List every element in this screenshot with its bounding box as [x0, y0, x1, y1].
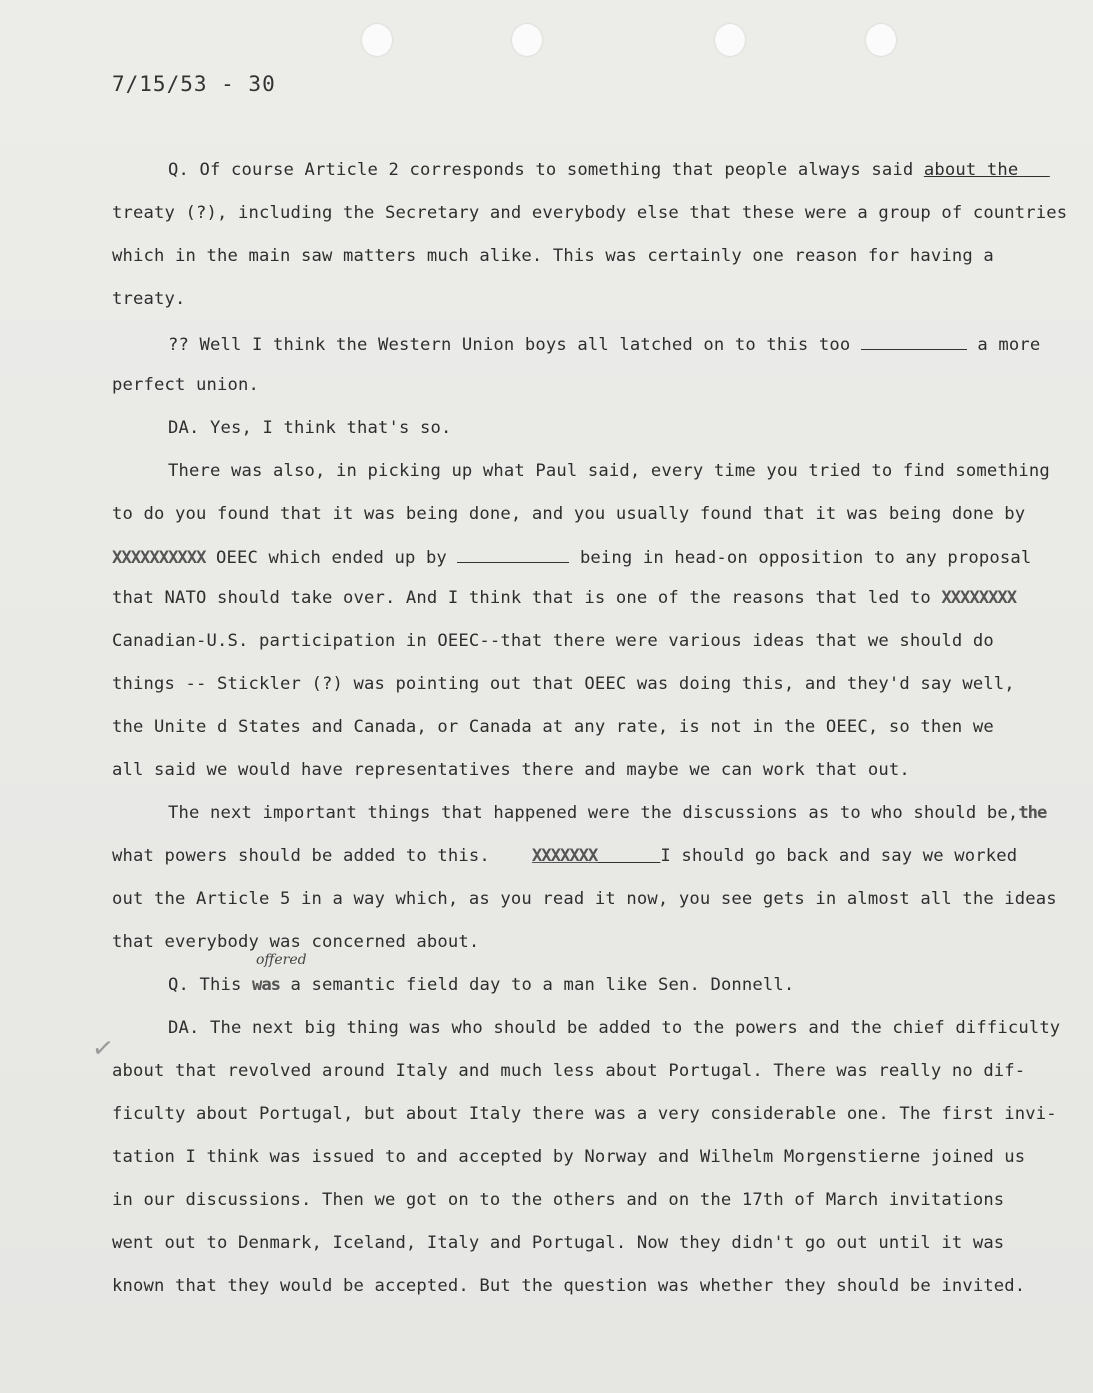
punch-hole	[866, 24, 896, 56]
struck-text: was	[251, 975, 281, 995]
text-line: went out to Denmark, Iceland, Italy and Portugal. Now they didn't go out until it was	[112, 1233, 1005, 1253]
text-line: the Unite d States and Canada, or Canada at any rate, is not in the OEEC, so then we	[112, 717, 994, 737]
text-line: treaty (?), including the Secretary and everybody else that these were a group of countries	[112, 203, 1068, 223]
text-line: XXXXXXXXXX OEEC which ended up by being in head-on opposition to any proposal	[112, 545, 1031, 568]
text-line: ?? Well I think the Western Union boys all latched on to this too a more	[168, 332, 1040, 355]
text-line: to do you found that it was being done, and you usually found that it was being done by	[112, 504, 1026, 524]
punch-hole	[512, 24, 542, 56]
text-line: perfect union.	[112, 375, 259, 395]
text-line: Q. This was a semantic field day to a man like Sen. Donnell.	[168, 975, 795, 995]
punch-hole	[362, 24, 392, 56]
text-line: known that they would be accepted. But the question was whether they should be invited.	[112, 1276, 1026, 1296]
blank-line	[457, 545, 569, 563]
text-line: ficulty about Portugal, but about Italy there was a very considerable one. The first invi-	[112, 1104, 1057, 1124]
text-line: things -- Stickler (?) was pointing out that OEEC was doing this, and they'd say well,	[112, 674, 1015, 694]
text-line: that NATO should take over. And I think that is one of the reasons that led to XXXXXXXX	[112, 588, 1017, 608]
text-line: DA. The next big thing was who should be added to the powers and the chief difficulty	[168, 1018, 1061, 1038]
text-line: Q. Of course Article 2 corresponds to something that people always said about the	[168, 160, 1019, 180]
text-line: in our discussions. Then we got on to the others and on the 17th of March invitations	[112, 1190, 1005, 1210]
text-line: what powers should be added to this. XXXXXXX I should go back and say we worked	[112, 846, 1018, 866]
text-line: Canadian-U.S. participation in OEEC--that there were various ideas that we should do	[112, 631, 994, 651]
text-line: which in the main saw matters much alike. This was certainly one reason for having a	[112, 246, 994, 266]
text-line: about that revolved around Italy and much less about Portugal. There was really no dif-	[112, 1061, 1026, 1081]
struck-text: the	[1018, 803, 1047, 823]
page-reference: 7/15/53 - 30	[112, 72, 276, 96]
text-line: DA. Yes, I think that's so.	[168, 418, 452, 438]
text-line: out the Article 5 in a way which, as you read it now, you see gets in almost all the ideas	[112, 889, 1057, 909]
struck-text: XXXXXXXXXX	[112, 548, 206, 569]
struck-text: XXXXXXX	[531, 846, 598, 866]
struck-text: XXXXXXXX	[941, 588, 1017, 608]
punch-hole	[715, 24, 745, 56]
handwritten-insertion: offered	[256, 952, 307, 968]
text-line: The next important things that happened were the discussions as to who should be,the	[168, 803, 1047, 823]
text-line: There was also, in picking up what Paul said, every time you tried to find something	[168, 461, 1050, 481]
text-line: treaty.	[112, 289, 186, 309]
text-line: tation I think was issued to and accepted by Norway and Wilhelm Morgenstierne joined us	[112, 1147, 1026, 1167]
text-line: all said we would have representatives there and maybe we can work that out.	[112, 760, 910, 780]
blank-line	[861, 332, 967, 350]
check-mark-icon: ✓	[90, 1032, 116, 1066]
text-line: that everybody was concerned about.	[112, 932, 480, 952]
